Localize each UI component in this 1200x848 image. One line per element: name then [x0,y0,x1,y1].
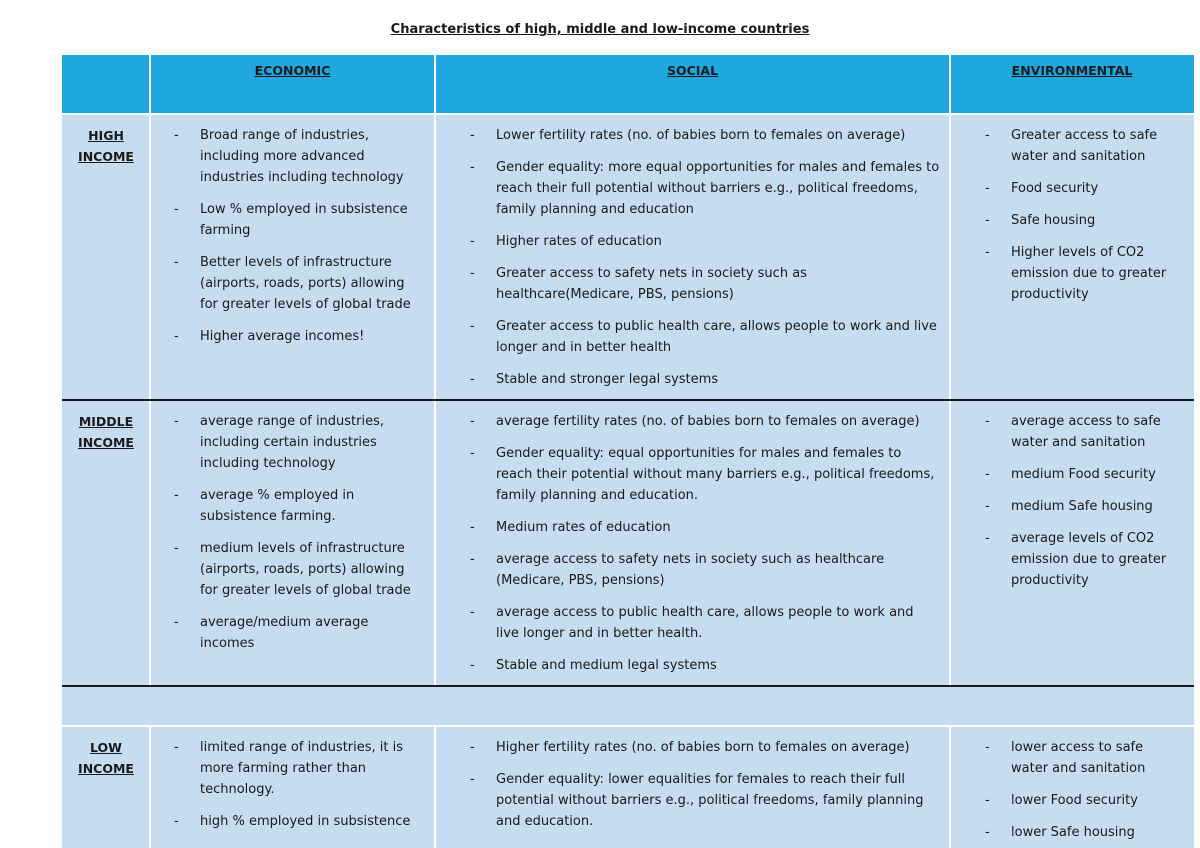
dash-bullet-icon: - [985,531,990,546]
middle-environmental-cell [950,401,1194,685]
header-environmental: ENVIRONMENTAL [1011,63,1133,78]
list-item [150,811,425,832]
list-item-text: average range of industries, including certain industries including technology [200,414,385,471]
high-social-cell [435,115,950,399]
list-item [950,242,1184,305]
list-item [435,411,940,432]
bullet-list [150,727,435,832]
list-item-text: average/medium average incomes [200,615,369,651]
row-label-line: LOW [90,740,122,755]
list-item-text: Gender equality: more equal opportunities for males and females to reach their full potential without barriers e.g., political freedoms, family planning and education [496,160,940,217]
dash-bullet-icon: - [470,740,475,755]
list-item-text: Broad range of industries, including more advanced industries including technology [200,128,404,185]
list-item-text: high % employed in subsistence [200,814,411,829]
list-item-text: medium Safe housing [1011,499,1153,514]
dash-bullet-icon: - [985,128,990,143]
dash-bullet-icon: - [174,814,179,829]
bullet-list [435,115,950,390]
list-item-text: Lower fertility rates (no. of babies born to females on average) [496,128,906,143]
list-item [435,517,940,538]
dash-bullet-icon: - [470,605,475,620]
list-item [150,538,425,601]
dash-bullet-icon: - [174,740,179,755]
list-item-text: Better levels of infrastructure (airports, roads, ports) allowing for greater levels of global trade [200,255,411,312]
list-item [435,737,940,758]
list-item-text: medium Food security [1011,467,1156,482]
list-item [150,326,425,347]
dash-bullet-icon: - [470,414,475,429]
dash-bullet-icon: - [174,329,179,344]
dash-bullet-icon: - [985,181,990,196]
row-label-line: INCOME [78,761,134,776]
list-item [150,199,425,241]
dash-bullet-icon: - [985,793,990,808]
table-header-row [62,55,1194,113]
header-economic: ECONOMIC [254,63,331,78]
list-item-text: Stable and medium legal systems [496,658,717,673]
table-spacer-row [62,687,1194,725]
dash-bullet-icon: - [985,414,990,429]
list-item [950,411,1184,453]
list-item-text: Low % employed in subsistence farming [200,202,408,238]
list-item [950,464,1184,485]
list-item-text: medium levels of infrastructure (airports, roads, ports) allowing for greater levels of global trade [200,541,411,598]
table-row-low-income [62,727,1194,848]
middle-economic-cell [150,401,435,685]
list-item-text: average access to safety nets in society such as healthcare (Medicare, PBS, pensions) [496,552,885,588]
dash-bullet-icon: - [470,658,475,673]
dash-bullet-icon: - [985,740,990,755]
list-item [150,411,425,474]
list-item-text: Higher fertility rates (no. of babies born to females on average) [496,740,910,755]
list-item-text: average access to safe water and sanitation [1011,414,1161,450]
bullet-list [435,401,950,676]
row-label-low [62,737,150,779]
list-item [435,157,940,220]
header-social: SOCIAL [666,63,719,78]
dash-bullet-icon: - [470,160,475,175]
row-label-high [62,125,150,167]
header-social-cell [435,55,950,113]
bullet-list [150,115,435,347]
low-social-cell [435,727,950,848]
list-item-text: Gender equality: lower equalities for females to reach their full potential without barriers e.g., political freedoms, family planning and education. [496,772,924,829]
dash-bullet-icon: - [174,202,179,217]
dash-bullet-icon: - [470,319,475,334]
dash-bullet-icon: - [470,372,475,387]
list-item [435,125,940,146]
list-item [950,125,1184,167]
list-item [950,178,1184,199]
dash-bullet-icon: - [470,234,475,249]
row-label-middle [62,411,150,453]
high-economic-cell [150,115,435,399]
dash-bullet-icon: - [985,467,990,482]
list-item-text: average fertility rates (no. of babies born to females on average) [496,414,920,429]
list-item [950,790,1184,811]
dash-bullet-icon: - [174,128,179,143]
row-label-line: INCOME [78,149,134,164]
dash-bullet-icon: - [174,488,179,503]
high-environmental-cell [950,115,1194,399]
header-economic-cell [150,55,435,113]
dash-bullet-icon: - [174,541,179,556]
list-item-text: Greater access to safety nets in society such as healthcare(Medicare, PBS, pensions) [496,266,807,302]
list-item [950,496,1184,517]
dash-bullet-icon: - [985,825,990,840]
list-item [435,231,940,252]
list-item [435,443,940,506]
list-item-text: Higher levels of CO2 emission due to greater productivity [1011,245,1167,302]
list-item-text: Higher rates of education [496,234,662,249]
list-item [435,369,940,390]
dash-bullet-icon: - [470,446,475,461]
list-item [435,316,940,358]
dash-bullet-icon: - [985,245,990,260]
low-environmental-cell [950,727,1194,848]
dash-bullet-icon: - [470,772,475,787]
list-item-text: lower Safe housing [1011,825,1135,840]
list-item-text: limited range of industries, it is more farming rather than technology. [200,740,404,797]
list-item-text: average access to public health care, allows people to work and live longer and in better health. [496,605,914,641]
dash-bullet-icon: - [470,520,475,535]
dash-bullet-icon: - [470,266,475,281]
row-label-line: MIDDLE [78,414,134,429]
list-item-text: Higher average incomes! [200,329,365,344]
row-label-cell [62,401,150,685]
list-item [435,263,940,305]
list-item [150,737,425,800]
list-item [950,737,1184,779]
low-economic-cell [150,727,435,848]
bullet-list [435,727,950,832]
list-item [150,612,425,654]
row-label-line: INCOME [78,435,134,450]
row-label-cell [62,727,150,848]
row-label-cell [62,115,150,399]
page-title: Characteristics of high, middle and low-income countries [390,22,810,37]
header-environmental-cell [950,55,1194,113]
bullet-list [150,401,435,654]
list-item-text: Gender equality: equal opportunities for males and females to reach their potential without many barriers e.g., political freedoms, family planning and education. [496,446,935,503]
bullet-list [950,115,1194,305]
list-item-text: lower Food security [1011,793,1138,808]
list-item-text: Safe housing [1011,213,1096,228]
dash-bullet-icon: - [470,128,475,143]
list-item-text: Medium rates of education [496,520,671,535]
list-item [150,125,425,188]
list-item-text: Stable and stronger legal systems [496,372,719,387]
middle-social-cell [435,401,950,685]
dash-bullet-icon: - [174,414,179,429]
list-item [435,602,940,644]
list-item-text: Food security [1011,181,1099,196]
list-item [435,655,940,676]
row-label-line: HIGH [88,128,124,143]
dash-bullet-icon: - [985,213,990,228]
header-empty-cell [62,55,150,113]
list-item [150,485,425,527]
bullet-list [950,401,1194,591]
list-item [950,528,1184,591]
table-row-high-income [62,115,1194,399]
dash-bullet-icon: - [985,499,990,514]
table-row-middle-income [62,401,1194,685]
dash-bullet-icon: - [174,255,179,270]
list-item [435,769,940,832]
list-item-text: average levels of CO2 emission due to greater productivity [1011,531,1167,588]
list-item [150,252,425,315]
bullet-list [950,727,1194,843]
list-item-text: Greater access to public health care, allows people to work and live longer and in better health [496,319,937,355]
dash-bullet-icon: - [174,615,179,630]
dash-bullet-icon: - [470,552,475,567]
list-item [435,549,940,591]
list-item-text: Greater access to safe water and sanitation [1011,128,1158,164]
list-item [950,210,1184,231]
list-item-text: average % employed in subsistence farming. [200,488,355,524]
list-item-text: lower access to safe water and sanitation [1011,740,1146,776]
list-item [950,822,1184,843]
